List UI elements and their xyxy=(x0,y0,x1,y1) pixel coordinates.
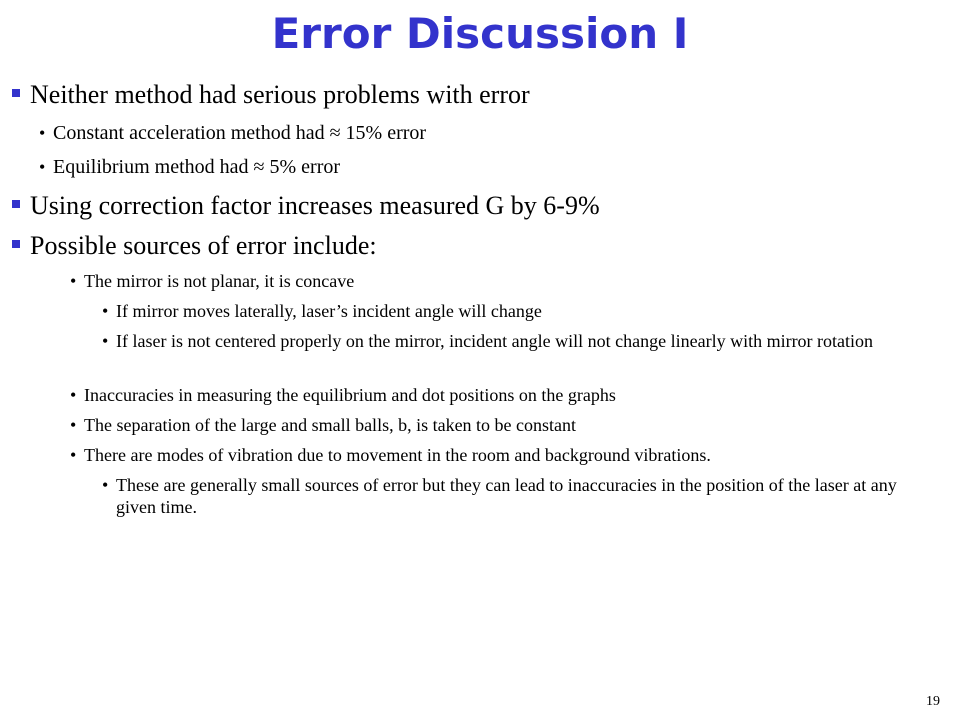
bullet-text: There are modes of vibration due to movement in the room and background vibrations. xyxy=(84,445,711,465)
square-bullet-icon xyxy=(12,200,20,208)
slide-title: Error Discussion I xyxy=(271,9,689,58)
bullet-dot-icon: • xyxy=(39,157,46,177)
bullet-item-level1 xyxy=(30,80,930,110)
bullet-item-level3 xyxy=(70,444,944,466)
bullet-dot-icon: • xyxy=(102,301,109,321)
bullet-text: Constant acceleration method had ≈ 15% error xyxy=(53,122,427,144)
bullet-dot-icon: • xyxy=(70,271,77,291)
bullet-dot-icon: • xyxy=(102,475,109,495)
bullet-text: If mirror moves laterally, laser’s incident angle will change xyxy=(116,301,542,321)
bullet-item-level1 xyxy=(30,231,930,261)
bullet-dot-icon: • xyxy=(70,415,77,435)
bullet-text: Equilibrium method had ≈ 5% error xyxy=(53,156,341,178)
bullet-item-level4 xyxy=(102,300,936,322)
bullet-text: If laser is not centered properly on the mirror, incident angle will not change linearly with mirror rotation xyxy=(116,331,874,351)
bullet-text: Neither method had serious problems with error xyxy=(30,80,530,109)
bullet-dot-icon: • xyxy=(39,123,46,143)
bullet-text: Inaccuracies in measuring the equilibrium and dot positions on the graphs xyxy=(84,385,616,405)
bullet-item-level4 xyxy=(102,474,916,518)
square-bullet-icon xyxy=(12,89,20,97)
bullet-item-level3 xyxy=(70,384,934,406)
bullet-text: These are generally small sources of error but they can lead to inaccuracies in the position of the laser at any given time. xyxy=(116,475,897,517)
page-number: 19 xyxy=(926,694,940,709)
bullet-dot-icon: • xyxy=(102,331,109,351)
bullet-item-level4 xyxy=(102,330,876,352)
bullet-dot-icon: • xyxy=(70,445,77,465)
bullet-text: The mirror is not planar, it is concave xyxy=(84,271,355,291)
bullet-dot-icon: • xyxy=(70,385,77,405)
bullet-item-level3 xyxy=(70,414,934,436)
bullet-text: Possible sources of error include: xyxy=(30,231,377,260)
bullet-text: Using correction factor increases measured G by 6-9% xyxy=(30,191,600,220)
bullet-text: The separation of the large and small balls, b, is taken to be constant xyxy=(84,415,577,435)
bullet-item-level2 xyxy=(39,155,933,179)
bullet-item-level1 xyxy=(30,191,930,221)
bullet-item-level3 xyxy=(70,270,934,292)
bullet-item-level2 xyxy=(39,121,933,145)
square-bullet-icon xyxy=(12,240,20,248)
